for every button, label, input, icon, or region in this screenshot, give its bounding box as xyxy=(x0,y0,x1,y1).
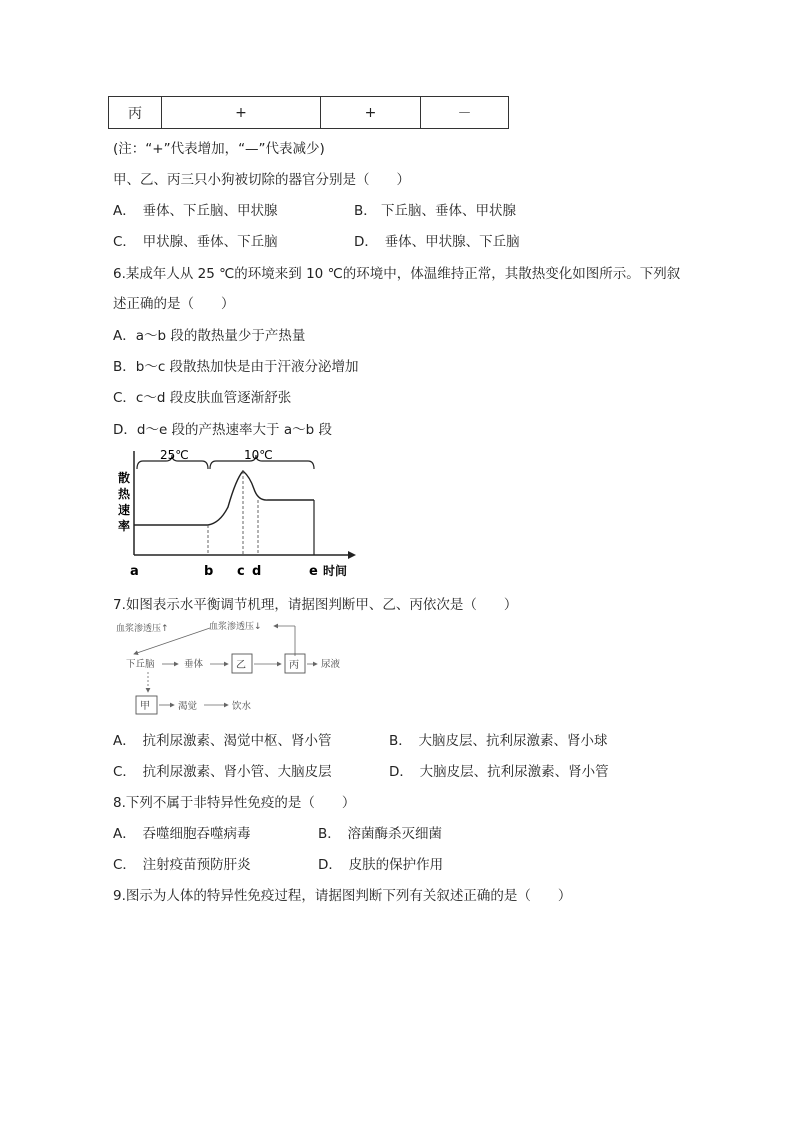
node-osmotic-down: 血浆渗透压↓ xyxy=(209,622,262,632)
temp-label-25: 25℃ xyxy=(160,448,189,462)
q8-option-b[interactable]: B． 溶菌酶杀灭细菌 xyxy=(318,826,443,842)
q6-option-a[interactable]: A．a～b 段的散热量少于产热量 xyxy=(113,328,306,344)
q6-option-b[interactable]: B．b～c 段散热加快是由于汗液分泌增加 xyxy=(113,359,359,375)
q6-option-c[interactable]: C．c～d 段皮肤血管逐渐舒张 xyxy=(113,390,292,406)
node-osmotic-up: 血浆渗透压↑ xyxy=(116,624,169,634)
q6-option-d[interactable]: D．d～e 段的产热速率大于 a～b 段 xyxy=(113,422,332,438)
ylabel-char: 速 xyxy=(118,503,131,517)
point-label: a xyxy=(130,564,139,579)
x-axis-arrow xyxy=(348,551,356,559)
node-bing: 丙 xyxy=(289,660,299,671)
table-cell: － xyxy=(421,97,509,129)
q6-stem-line1: 6.某成年人从 25 ℃的环境来到 10 ℃的环境中，体温维持正常，其散热变化如图所示。下列叙 xyxy=(113,266,681,282)
ylabel-char: 率 xyxy=(118,519,131,533)
q8-option-a[interactable]: A． 吞噬细胞吞噬病毒 xyxy=(113,826,251,842)
node-urine: 尿液 xyxy=(321,659,341,670)
point-label: e xyxy=(309,564,318,579)
q8-stem: 8.下列不属于非特异性免疫的是（ ） xyxy=(113,795,356,811)
q5-option-a[interactable]: A． 垂体、下丘脑、甲状腺 xyxy=(113,203,278,219)
node-thirst: 渴觉 xyxy=(178,701,198,712)
q7-stem: 7.如图表示水平衡调节机理，请据图判断甲、乙、丙依次是（ ） xyxy=(113,597,518,613)
ylabel-char: 散 xyxy=(118,471,131,485)
dissipation-curve xyxy=(134,471,314,525)
node-drink: 饮水 xyxy=(232,701,252,712)
table-cell: + xyxy=(162,97,321,129)
node-hypothalamus: 下丘脑 xyxy=(126,659,155,670)
water-balance-diagram xyxy=(112,616,357,718)
q7-option-a[interactable]: A． 抗利尿激素、渴觉中枢、肾小管 xyxy=(113,733,332,749)
q7-option-b[interactable]: B． 大脑皮层、抗利尿激素、肾小球 xyxy=(389,733,608,749)
table-cell: + xyxy=(321,97,421,129)
q8-option-d[interactable]: D． 皮肤的保护作用 xyxy=(318,857,444,873)
ylabel-char: 热 xyxy=(118,487,131,501)
xlabel: 时间 xyxy=(323,564,348,578)
heat-dissipation-graph xyxy=(110,445,360,583)
q5-stem: 甲、乙、丙三只小狗被切除的器官分别是（ ） xyxy=(113,172,410,188)
q6-stem-line2: 述正确的是（ ） xyxy=(113,296,235,312)
q8-option-c[interactable]: C． 注射疫苗预防肝炎 xyxy=(113,857,251,873)
node-jia: 甲 xyxy=(140,701,150,712)
point-label: d xyxy=(252,564,262,579)
point-label: b xyxy=(204,564,214,579)
q7-option-c[interactable]: C． 抗利尿激素、肾小管、大脑皮层 xyxy=(113,764,332,780)
result-table xyxy=(108,96,509,129)
q5-option-d[interactable]: D． 垂体、甲状腺、下丘脑 xyxy=(354,234,520,250)
table-note: (注：“+”代表增加，“—”代表减少) xyxy=(113,141,325,157)
q5-option-c[interactable]: C． 甲状腺、垂体、下丘脑 xyxy=(113,234,278,250)
q7-option-d[interactable]: D． 大脑皮层、抗利尿激素、肾小管 xyxy=(389,764,609,780)
node-yi: 乙 xyxy=(236,660,246,671)
temp-label-10: 10℃ xyxy=(244,448,273,462)
node-pituitary: 垂体 xyxy=(184,659,204,670)
q5-option-b[interactable]: B． 下丘脑、垂体、甲状腺 xyxy=(354,203,517,219)
table-row xyxy=(109,97,509,129)
table-cell-dog: 丙 xyxy=(109,97,162,129)
point-label: c xyxy=(237,564,245,579)
q9-stem: 9.图示为人体的特异性免疫过程，请据图判断下列有关叙述正确的是（ ） xyxy=(113,888,572,904)
